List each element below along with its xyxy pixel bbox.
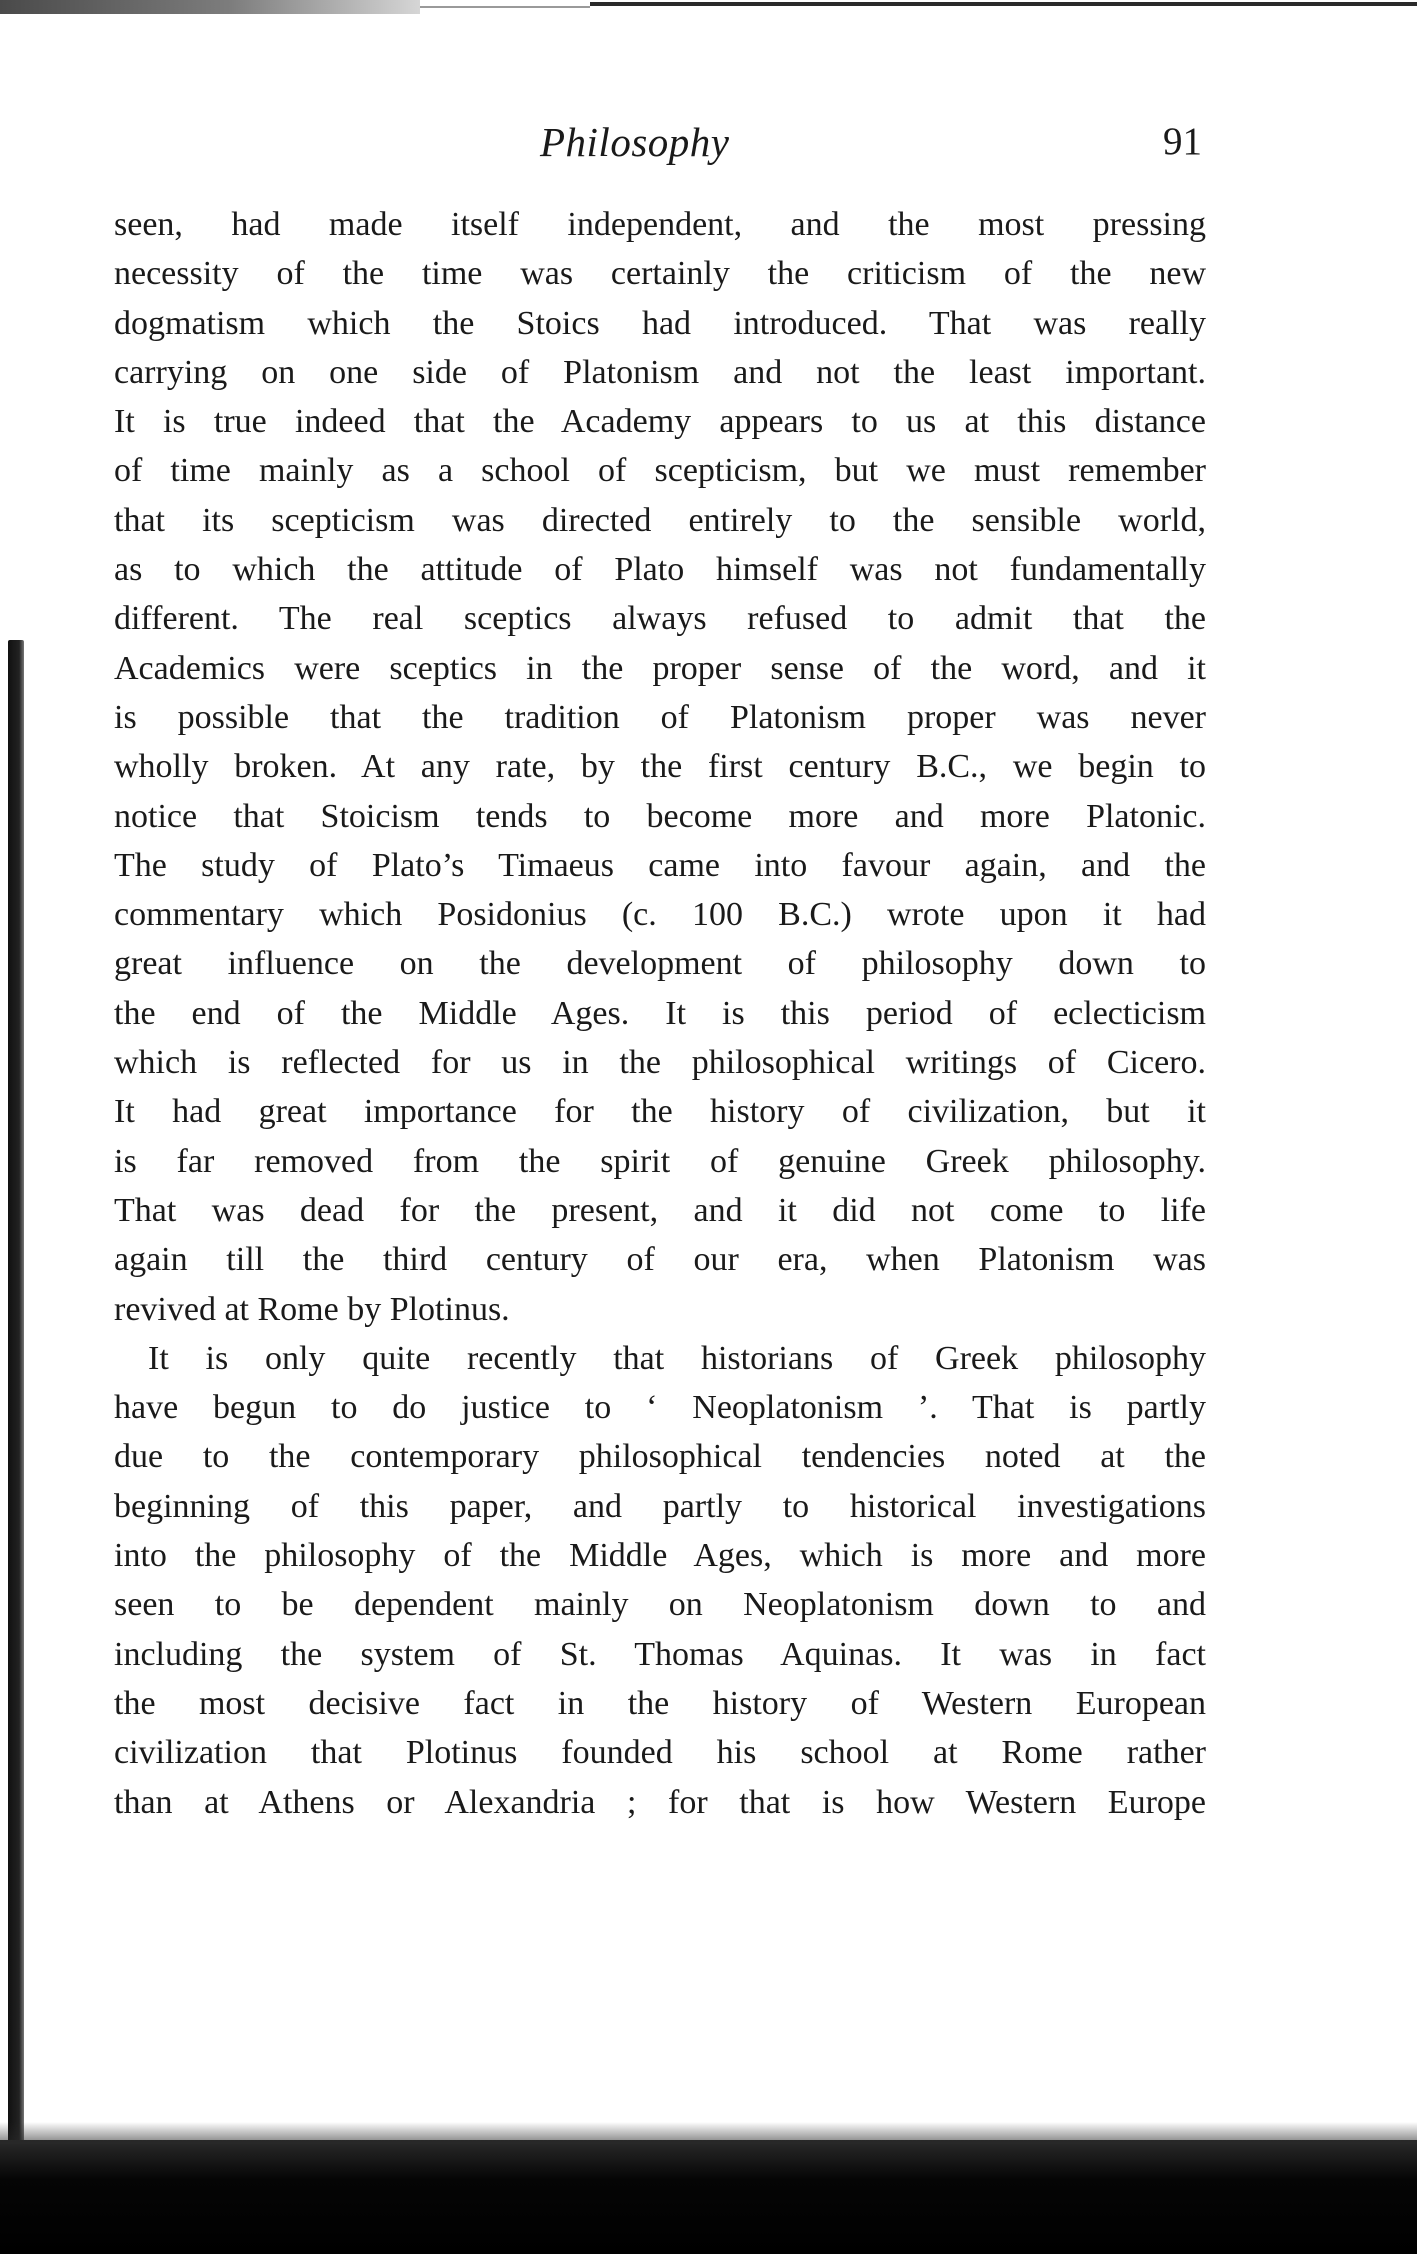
text-line: the end of the Middle Ages. It is this period of eclecticism <box>114 994 1206 1032</box>
text-line: including the system of St. Thomas Aquinas. It was in fact <box>114 1635 1206 1673</box>
text-line: dogmatism which the Stoics had introduced. That was really <box>114 304 1206 342</box>
text-line: Academics were sceptics in the proper sense of the word, and it <box>114 649 1206 687</box>
text-line: necessity of the time was certainly the criticism of the new <box>114 255 1206 293</box>
text-line: than at Athens or Alexandria ; for that is how Western Europe <box>114 1783 1206 1821</box>
text-line: That was dead for the present, and it did not come to life <box>114 1191 1206 1229</box>
text-line: into the philosophy of the Middle Ages, which is more and more <box>114 1537 1206 1575</box>
text-line: great influence on the development of philosophy down to <box>114 945 1206 983</box>
text-line: different. The real sceptics always refused to admit that the <box>114 600 1206 638</box>
binding-shadow <box>8 640 24 2180</box>
text-line: beginning of this paper, and partly to historical investigations <box>114 1487 1206 1525</box>
text-line: commentary which Posidonius (c. 100 B.C.) wrote upon it had <box>114 896 1206 934</box>
scan-top-faint-rule <box>420 6 590 8</box>
scan-bottom-edge <box>0 2140 1417 2254</box>
text-line: due to the contemporary philosophical tendencies noted at the <box>114 1438 1206 1476</box>
text-line: seen, had made itself independent, and the most pressing <box>114 206 1206 243</box>
text-line: as to which the attitude of Plato himself was not fundamentally <box>114 551 1206 589</box>
running-title: Philosophy <box>540 119 730 165</box>
text-line: seen to be dependent mainly on Neoplatonism down to and <box>114 1586 1206 1624</box>
text-line: It is only quite recently that historians of Greek philosophy <box>148 1339 1206 1377</box>
text-line: It is true indeed that the Academy appears to us at this distance <box>114 403 1206 441</box>
text-line: It had great importance for the history of civilization, but it <box>114 1093 1206 1131</box>
text-line: have begun to do justice to ‘ Neoplatonism ’. That is partly <box>114 1389 1206 1427</box>
body-text <box>114 200 1206 1827</box>
paragraph-2 <box>114 1334 1206 1827</box>
text-line: that its scepticism was directed entirely to the sensible world, <box>114 501 1206 539</box>
text-line: is possible that the tradition of Platonism proper was never <box>114 698 1206 736</box>
text-line: carrying on one side of Platonism and not the least important. <box>114 353 1206 391</box>
page-number: 91 <box>1163 120 1202 163</box>
text-line: notice that Stoicism tends to become more and more Platonic. <box>114 797 1206 835</box>
text-line: The study of Plato’s Timaeus came into favour again, and the <box>114 846 1206 884</box>
text-line: of time mainly as a school of scepticism, but we must remember <box>114 452 1206 490</box>
text-line: is far removed from the spirit of genuine Greek philosophy. <box>114 1142 1206 1180</box>
text-line: which is reflected for us in the philosophical writings of Cicero. <box>114 1044 1206 1082</box>
text-line: again till the third century of our era, when Platonism was <box>114 1241 1206 1279</box>
paragraph-1 <box>114 200 1206 1334</box>
text-line: the most decisive fact in the history of Western European <box>114 1684 1206 1722</box>
running-head <box>0 112 1417 172</box>
scan-top-shadow <box>0 0 420 14</box>
text-line: civilization that Plotinus founded his school at Rome rather <box>114 1734 1206 1772</box>
scan-top-edge <box>0 0 1417 22</box>
scan-top-rule <box>590 2 1417 6</box>
text-line: revived at Rome by Plotinus. <box>114 1290 510 1328</box>
text-line: wholly broken. At any rate, by the first century B.C., we begin to <box>114 748 1206 786</box>
